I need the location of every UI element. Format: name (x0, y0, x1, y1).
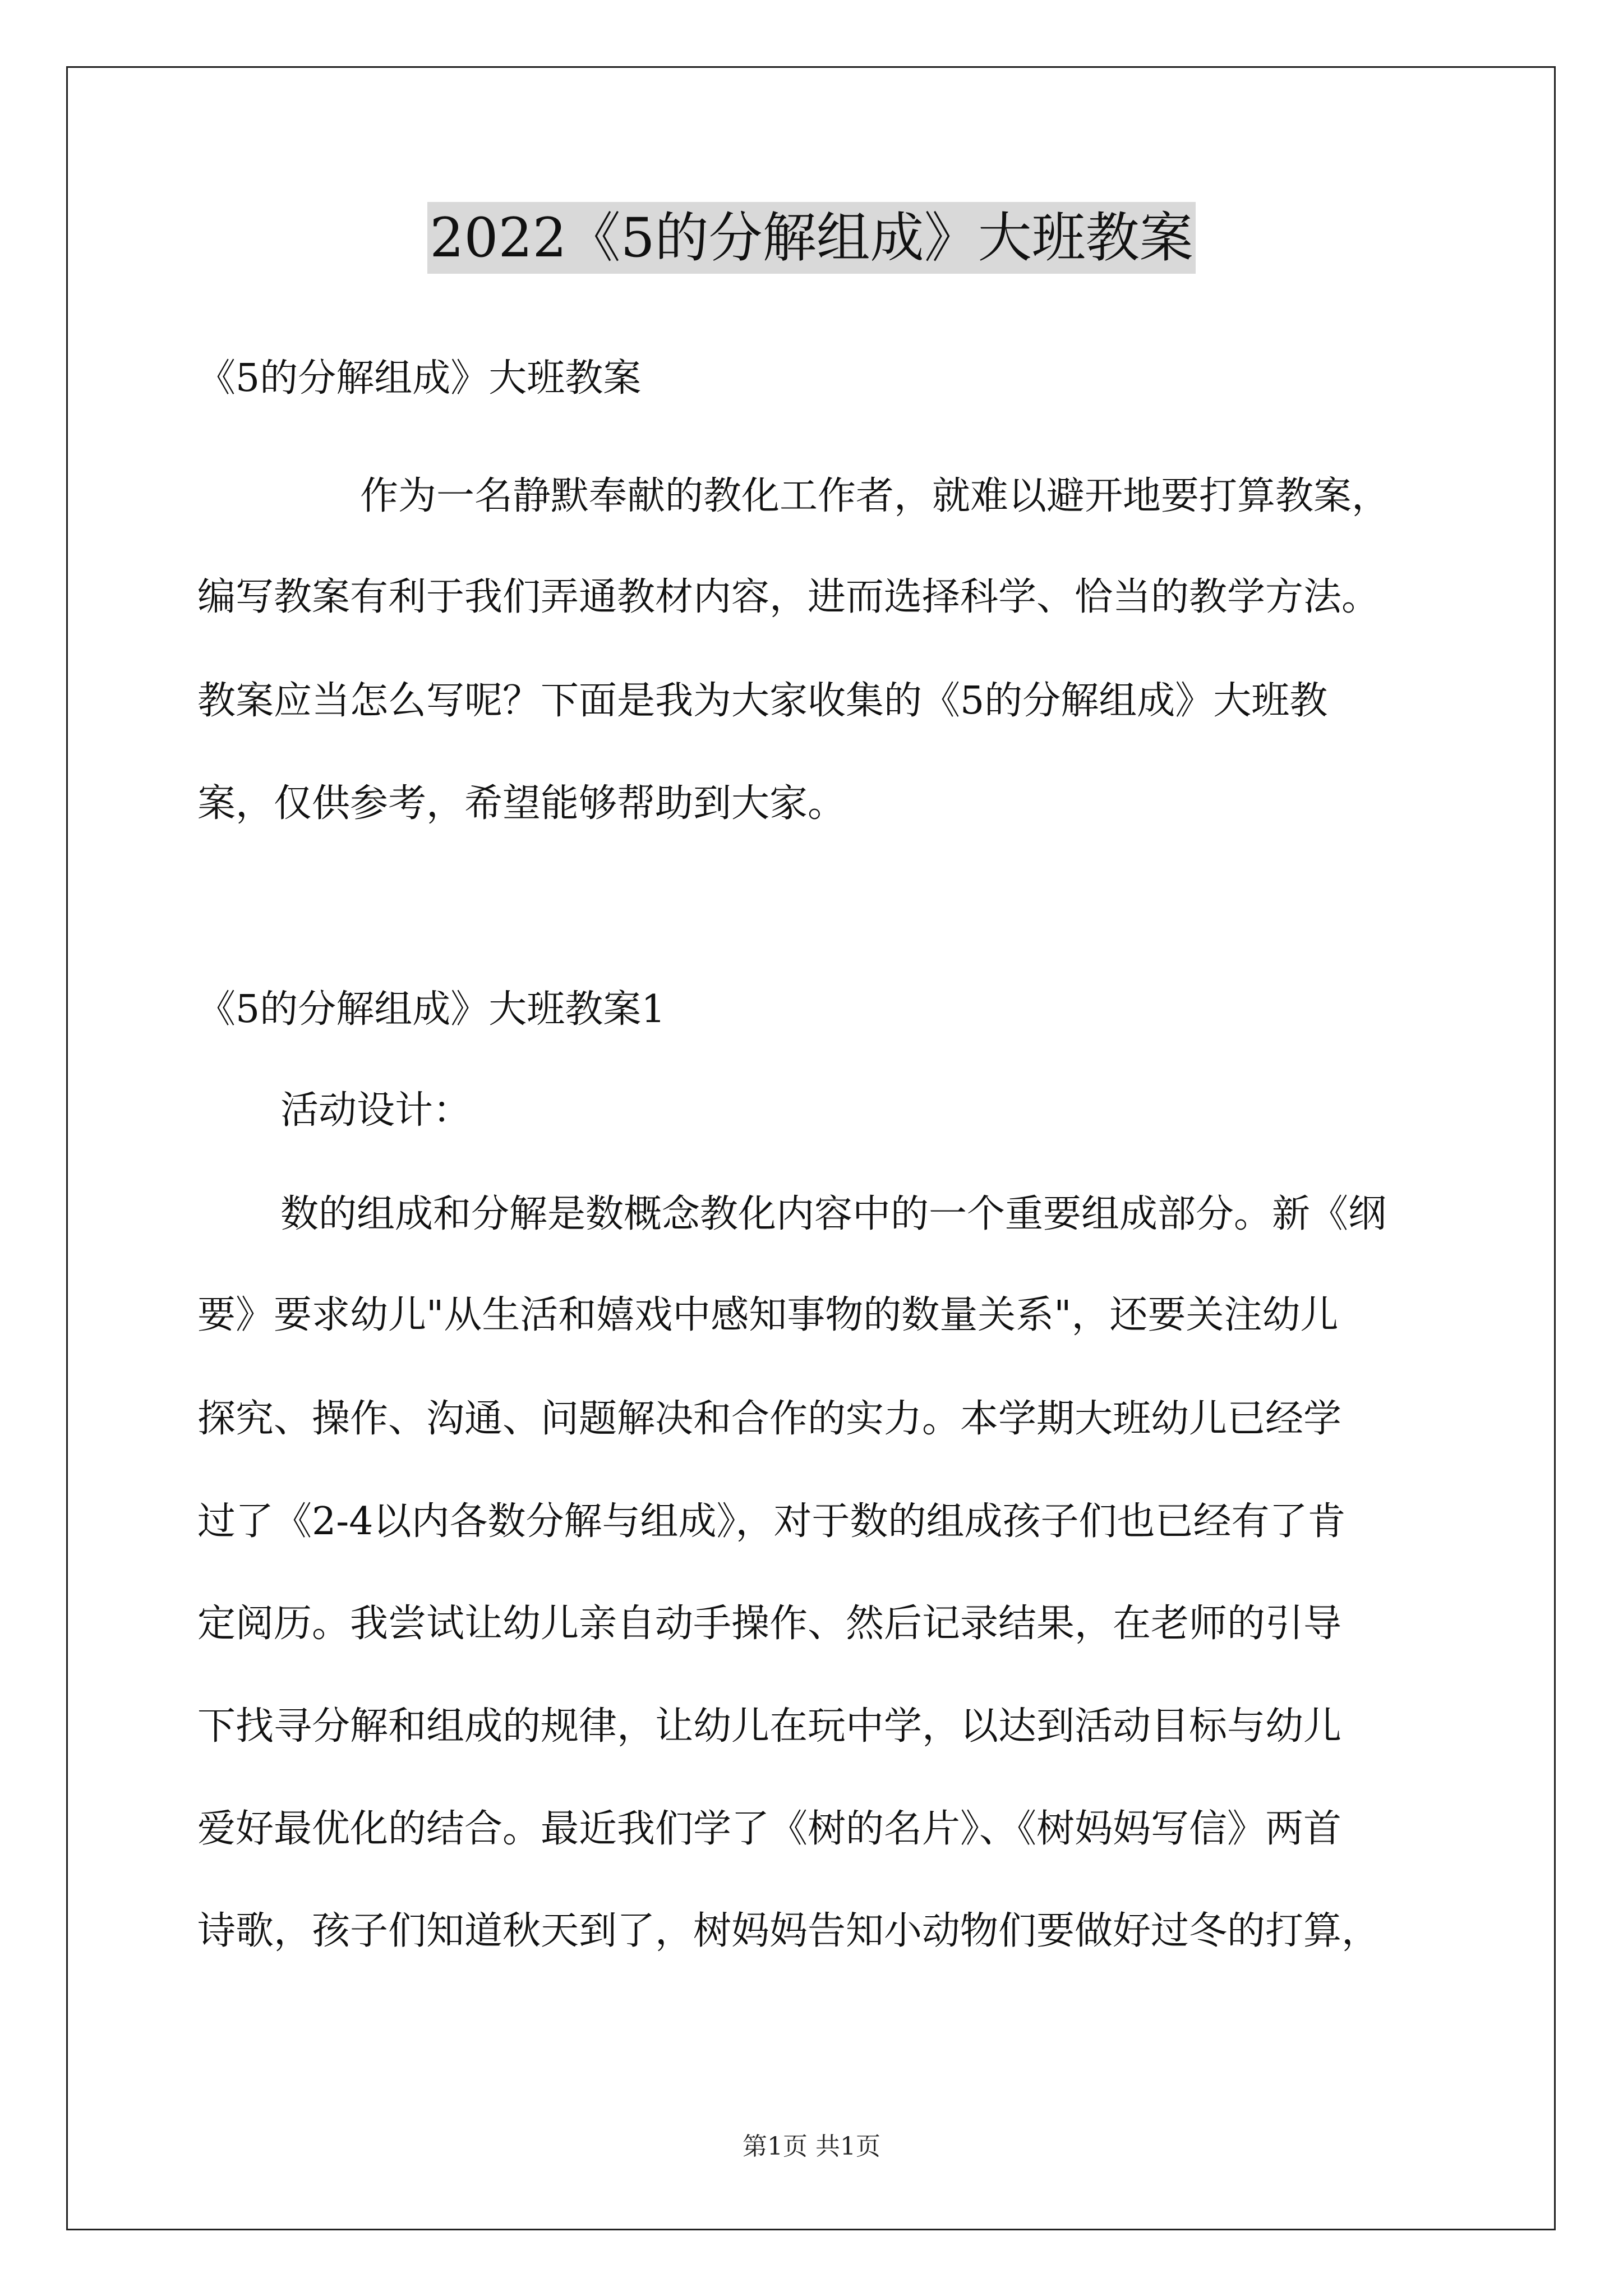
intro-line: 作为一名静默奉献的教化工作者，就难以避开地要打算教案， (360, 474, 1390, 518)
body-line: 要》要求幼儿"从生活和嬉戏中感知事物的数量关系"，还要关注幼儿 (197, 1293, 1339, 1337)
body-line: 数的组成和分解是数概念教化内容中的一个重要组成部分。新《纲 (280, 1192, 1387, 1236)
page-number-footer: 第1页 共1页 (743, 2132, 880, 2161)
intro-line: 案，仅供参考，希望能够帮助到大家。 (197, 781, 846, 826)
body-line: 诗歌，孩子们知道秋天到了，树妈妈告知小动物们要做好过冬的打算， (197, 1909, 1380, 1953)
intro-line: 编写教案有利于我们弄通教材内容，进而选择科学、恰当的教学方法。 (197, 575, 1380, 619)
document-subtitle: 《5的分解组成》大班教案 (197, 356, 642, 401)
section-heading: 《5的分解组成》大班教案1 (197, 987, 666, 1032)
body-line: 下找寻分解和组成的规律，让幼儿在玩中学，以达到活动目标与幼儿 (197, 1704, 1342, 1749)
intro-line: 教案应当怎么写呢？下面是我为大家收集的《5的分解组成》大班教 (197, 679, 1328, 723)
document-title: 2022《5的分解组成》大班教案 (427, 202, 1195, 274)
body-line: 探究、操作、沟通、问题解决和合作的实力。本学期大班幼儿已经学 (197, 1397, 1342, 1441)
activity-label: 活动设计： (280, 1088, 472, 1133)
body-line: 定阅历。我尝试让幼儿亲自动手操作、然后记录结果，在老师的引导 (197, 1602, 1342, 1646)
body-line: 过了《2-4以内各数分解与组成》，对于数的组成孩子们也已经有了肯 (197, 1499, 1346, 1544)
title-container (0, 202, 1623, 274)
body-line: 爱好最优化的结合。最近我们学了《树的名片》、《树妈妈写信》两首 (197, 1807, 1342, 1851)
